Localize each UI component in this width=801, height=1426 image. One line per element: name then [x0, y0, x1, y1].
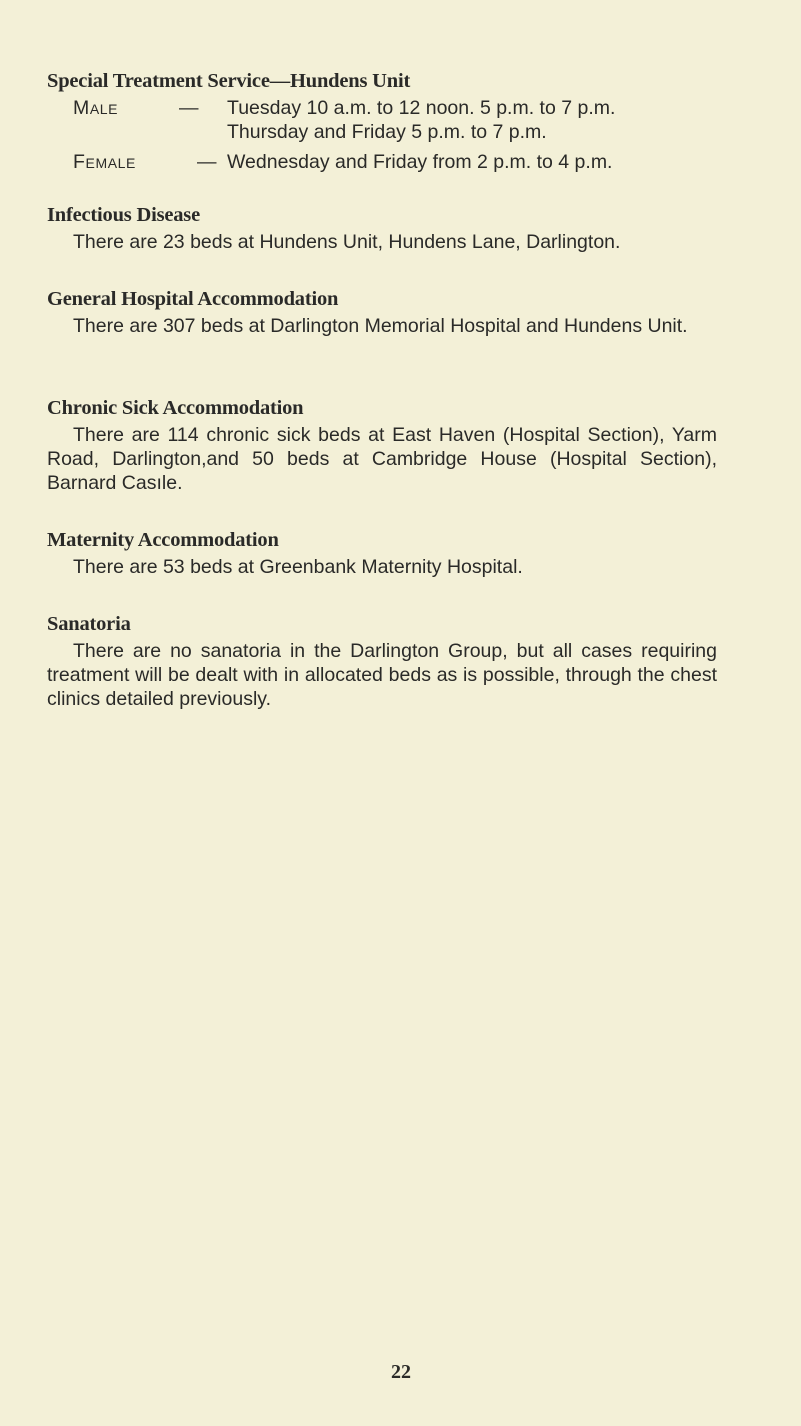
schedule-label: Female: [73, 151, 136, 173]
section-text: There are 307 beds at Darlington Memorial Hospital and Hundens Unit.: [73, 315, 688, 337]
section-text: There are 53 beds at Greenbank Maternity Hospital.: [73, 556, 523, 578]
section-heading: Infectious Disease: [47, 204, 200, 226]
section-text: There are no sanatoria in the Darlington Group, but all cases requiring treatment will be dealt with in allocated beds as is possible, through the chest clinics detailed previously.: [47, 640, 717, 710]
page-number: 22: [391, 1361, 411, 1383]
schedule-female: [47, 150, 717, 174]
section-heading: Special Treatment Service—Hundens Unit: [47, 70, 411, 92]
section-chronic-sick: [47, 395, 717, 495]
section-heading: Sanatoria: [47, 613, 131, 635]
section-text: There are 114 chronic sick beds at East Haven (Hospital Section), Yarm Road, Darlington,and 50 beds at Cambridge House (Hospital Section), Barnard Casıle.: [47, 424, 717, 494]
section-text: There are 23 beds at Hundens Unit, Hundens Lane, Darlington.: [73, 231, 621, 253]
section-heading: General Hospital Accommodation: [47, 288, 339, 310]
schedule-line: Thursday and Friday 5 p.m. to 7 p.m.: [227, 121, 547, 143]
section-heading: Chronic Sick Accommodation: [47, 397, 304, 419]
schedule-label: Male: [73, 97, 119, 119]
section-maternity: [47, 527, 717, 579]
schedule-dash: —: [197, 151, 217, 173]
schedule-male-cont: [47, 120, 717, 144]
section-heading: Maternity Accommodation: [47, 529, 279, 551]
section-infectious-disease: [47, 202, 717, 254]
section-sanatoria: [47, 611, 717, 711]
schedule-dash: —: [179, 97, 199, 119]
schedule-line: Wednesday and Friday from 2 p.m. to 4 p.m.: [227, 151, 613, 173]
section-general-hospital: [47, 286, 717, 338]
schedule-male: [47, 96, 717, 120]
schedule-line: Tuesday 10 a.m. to 12 noon. 5 p.m. to 7 p.m.: [227, 97, 616, 119]
section-special-treatment: [47, 68, 717, 174]
